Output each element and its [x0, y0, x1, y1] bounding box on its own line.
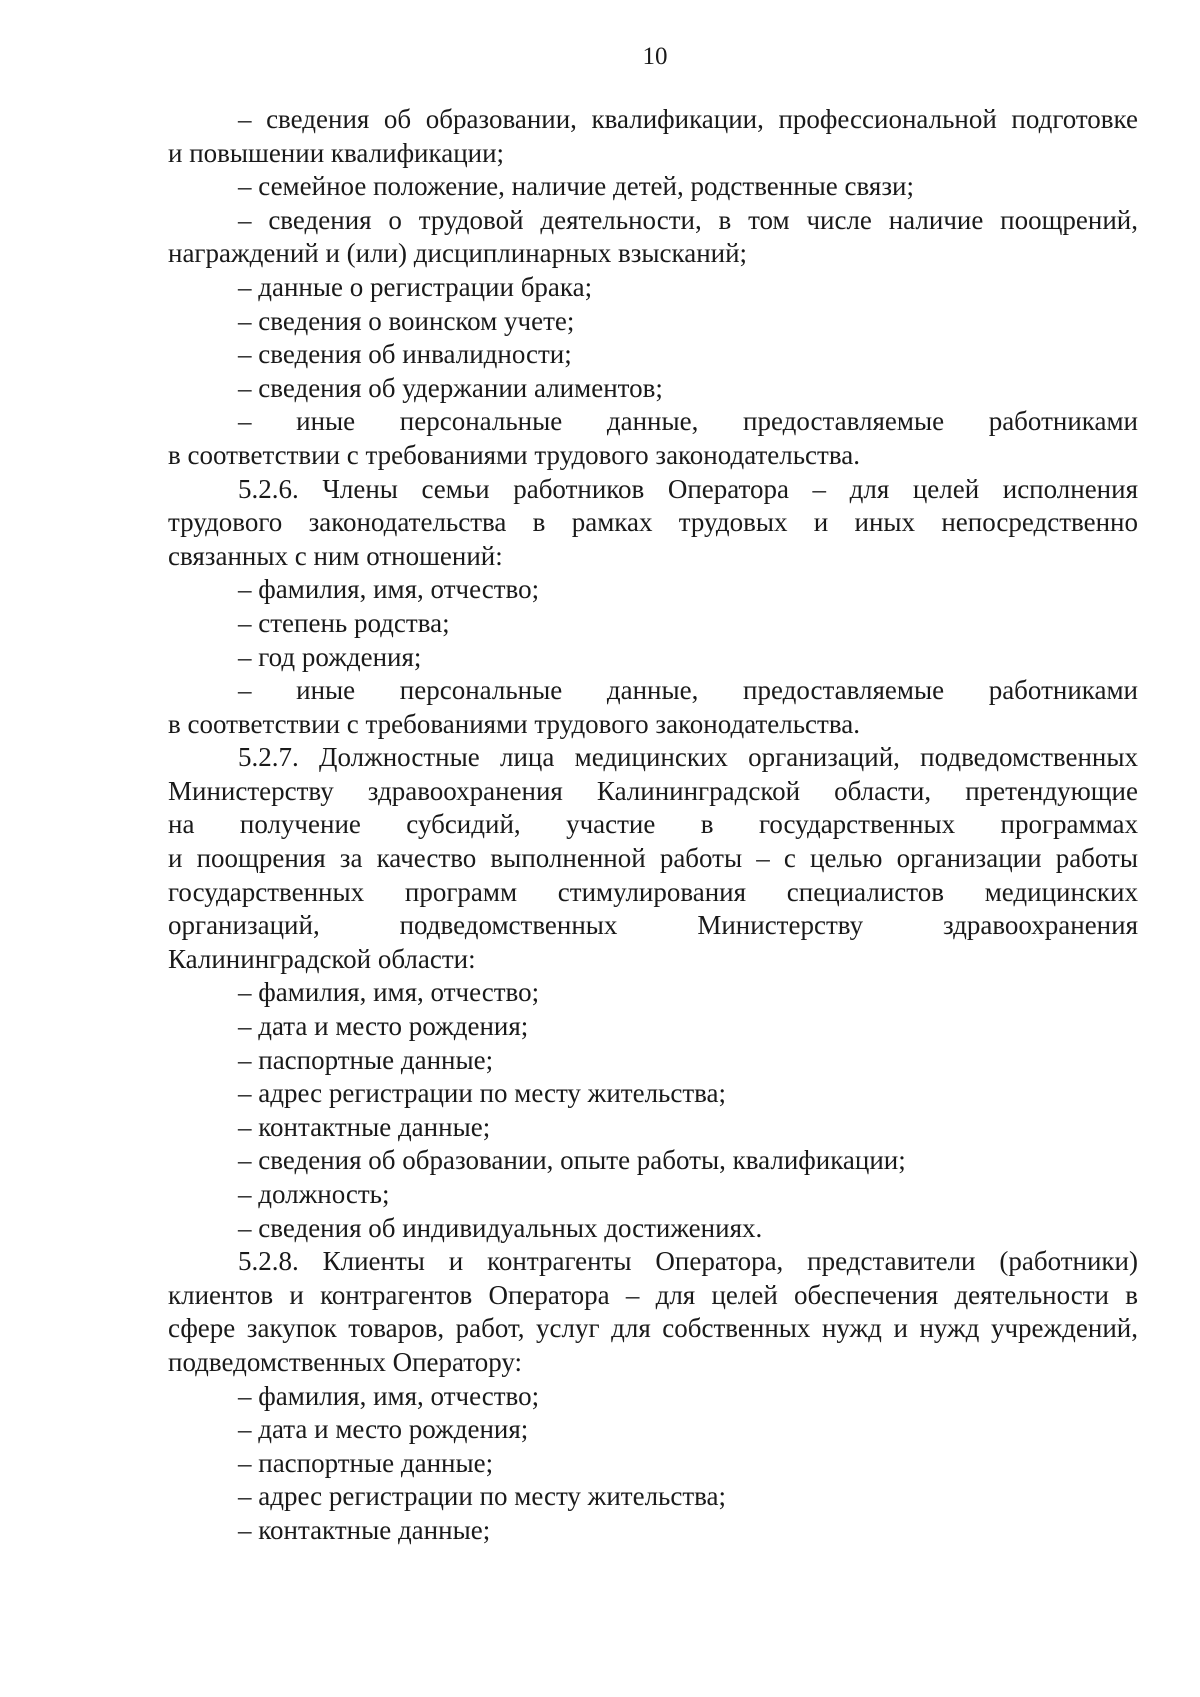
text-line: – сведения об инвалидности;	[238, 339, 572, 370]
text-line: в соответствии с требованиями трудового законодательства.	[168, 708, 860, 739]
text-line: – фамилия, имя, отчество;	[238, 977, 540, 1008]
text-line: 5.2.7. Должностные лица медицинских организаций, подведомственных	[238, 742, 1138, 773]
text-line: в соответствии с требованиями трудового законодательства.	[168, 439, 860, 470]
text-line: Калининградской области:	[168, 943, 476, 974]
text-line: – сведения об удержании алиментов;	[238, 372, 663, 403]
text-line: – сведения об индивидуальных достижениях.	[238, 1212, 763, 1243]
text-line: – иные персональные данные, предоставляемые работниками	[238, 675, 1138, 706]
text-line: – сведения о воинском учете;	[238, 305, 575, 336]
text-line: – иные персональные данные, предоставляемые работниками	[238, 406, 1138, 437]
text-line: – контактные данные;	[238, 1514, 491, 1545]
text-line: организаций, подведомственных Министерству здравоохранения	[168, 910, 1138, 941]
text-line: – фамилия, имя, отчество;	[238, 574, 540, 605]
text-line: и повышении квалификации;	[168, 137, 505, 168]
text-line: – фамилия, имя, отчество;	[238, 1380, 540, 1411]
text-line: клиентов и контрагентов Оператора – для целей обеспечения деятельности в	[168, 1279, 1138, 1310]
text-line: – адрес регистрации по месту жительства;	[238, 1481, 727, 1512]
text-line: – контактные данные;	[238, 1111, 491, 1142]
text-line: – сведения об образовании, опыте работы, квалификации;	[238, 1145, 906, 1176]
text-line: – сведения об образовании, квалификации, профессиональной подготовке	[238, 104, 1138, 134]
page-number: 10	[642, 43, 668, 70]
text-line: награждений и (или) дисциплинарных взысканий;	[168, 238, 748, 269]
text-line: и поощрения за качество выполненной работы – с целью организации работы	[168, 843, 1138, 874]
text-line: – год рождения;	[238, 641, 422, 672]
document-body	[168, 103, 1138, 1548]
text-line: – дата и место рождения;	[238, 1414, 529, 1445]
text-line: – дата и место рождения;	[238, 1011, 529, 1042]
text-line: – адрес регистрации по месту жительства;	[238, 1078, 727, 1109]
text-line: 5.2.8. Клиенты и контрагенты Оператора, представители (работники)	[238, 1246, 1138, 1277]
text-line: – семейное положение, наличие детей, родственные связи;	[238, 171, 914, 202]
text-line: – паспортные данные;	[238, 1044, 494, 1075]
text-line: – паспортные данные;	[238, 1447, 494, 1478]
text-line: – должность;	[238, 1179, 390, 1209]
text-line: – сведения о трудовой деятельности, в том числе наличие поощрений,	[238, 204, 1138, 235]
text-line: – степень родства;	[238, 607, 450, 638]
text-line: – данные о регистрации брака;	[238, 271, 593, 302]
text-line: сфере закупок товаров, работ, услуг для собственных нужд и нужд учреждений,	[168, 1313, 1138, 1344]
text-line: на получение субсидий, участие в государственных программах	[168, 809, 1138, 840]
text-line: Министерству здравоохранения Калининградской области, претендующие	[168, 775, 1138, 806]
text-line: трудового законодательства в рамках трудовых и иных непосредственно	[168, 507, 1138, 538]
text-line: связанных с ним отношений:	[168, 540, 503, 571]
text-line: 5.2.6. Члены семьи работников Оператора – для целей исполнения	[238, 473, 1138, 504]
text-line: государственных программ стимулирования специалистов медицинских	[168, 876, 1138, 907]
text-line: подведомственных Оператору:	[168, 1346, 523, 1377]
